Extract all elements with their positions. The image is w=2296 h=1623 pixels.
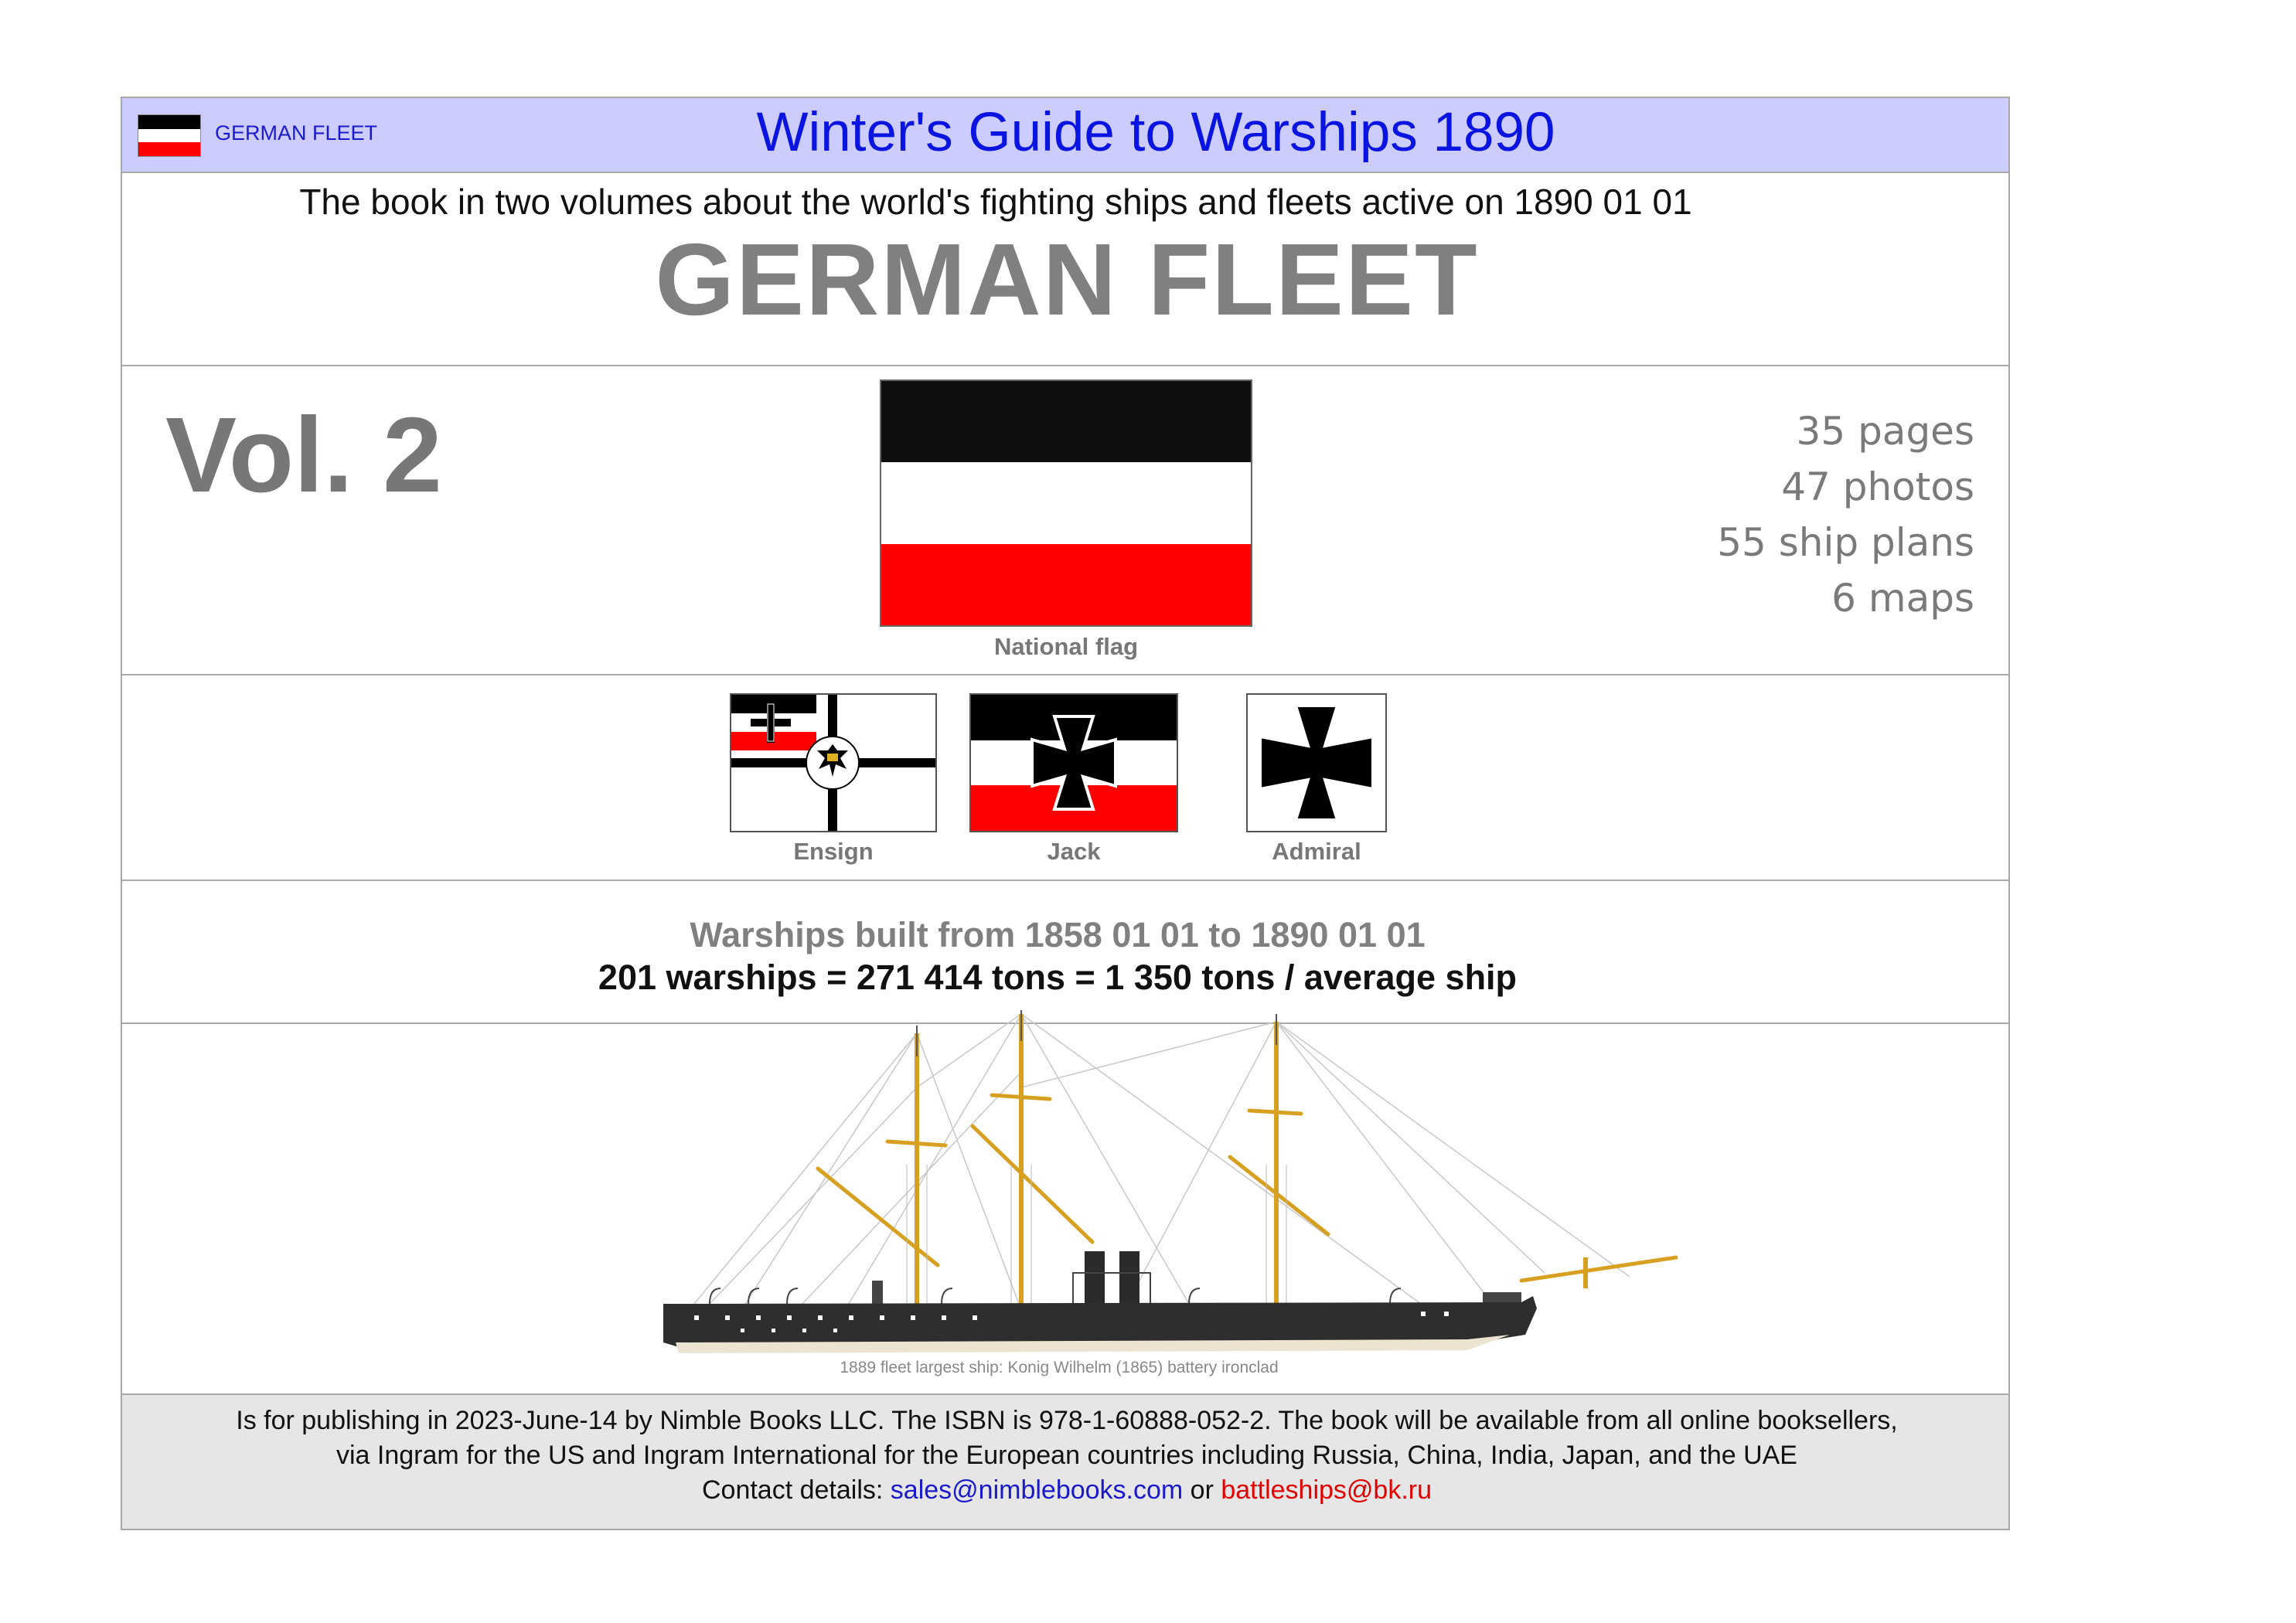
jack-flag-image [969, 693, 1178, 832]
header-bar [122, 98, 2008, 173]
stat-photos: 47 photos [1781, 464, 1974, 509]
book-cover [121, 97, 2010, 1530]
book-subtitle: The book in two volumes about the world's fighting ships and fleets active on 1890 01 01 [299, 182, 1692, 222]
stat-ship-plans: 55 ship plans [1717, 520, 1974, 565]
ensign-caption: Ensign [793, 838, 874, 865]
jack-caption: Jack [1047, 838, 1101, 865]
sales-email-link[interactable]: sales@nimblebooks.com [890, 1475, 1184, 1505]
stat-maps: 6 maps [1831, 576, 1974, 621]
footer-contact [122, 1475, 2012, 1506]
stat-pages: 35 pages [1796, 409, 1974, 454]
intro-section [122, 173, 2008, 366]
ship-plan-caption: 1889 fleet largest ship: Konig Wilhelm (1865) battery ironclad [840, 1359, 1279, 1376]
fleet-label: GERMAN FLEET [215, 121, 378, 145]
built-range: Warships built from 1858 01 01 to 1890 01 01 [690, 915, 1426, 954]
volume-label: Vol. 2 [165, 396, 442, 515]
battleships-email-link[interactable]: battleships@bk.ru [1221, 1475, 1432, 1505]
volume-stats [1717, 403, 1974, 626]
warships-built-section [122, 881, 2008, 1024]
contact-or: or [1183, 1475, 1221, 1505]
built-summary: 201 warships = 271 414 tons = 1 350 tons / average ship [598, 958, 1518, 997]
footer-line-2: via Ingram for the US and Ingram International for the European countries including Russia, China, India, Japan, and the UAE [336, 1441, 1797, 1470]
admiral-caption: Admiral [1272, 838, 1361, 865]
guide-title: Winter's Guide to Warships 1890 [756, 102, 1555, 163]
naval-flags-section [122, 675, 2008, 881]
admiral-flag-image [1246, 693, 1387, 832]
publishing-footer [122, 1395, 2008, 1529]
ship-plan-image [648, 1010, 1684, 1373]
footer-line-1: Is for publishing in 2023-June-14 by Nimble Books LLC. The ISBN is 978-1-60888-052-2. The book will be available from all online booksellers, [236, 1406, 1898, 1435]
volume-section [122, 366, 2008, 675]
ship-plan-section [122, 1024, 2008, 1395]
contact-prefix: Contact details: [701, 1475, 891, 1505]
fleet-title: GERMAN FLEET [655, 223, 1479, 336]
national-flag-image [880, 379, 1252, 627]
ensign-flag-image [730, 693, 937, 832]
national-flag-caption: National flag [993, 633, 1138, 660]
